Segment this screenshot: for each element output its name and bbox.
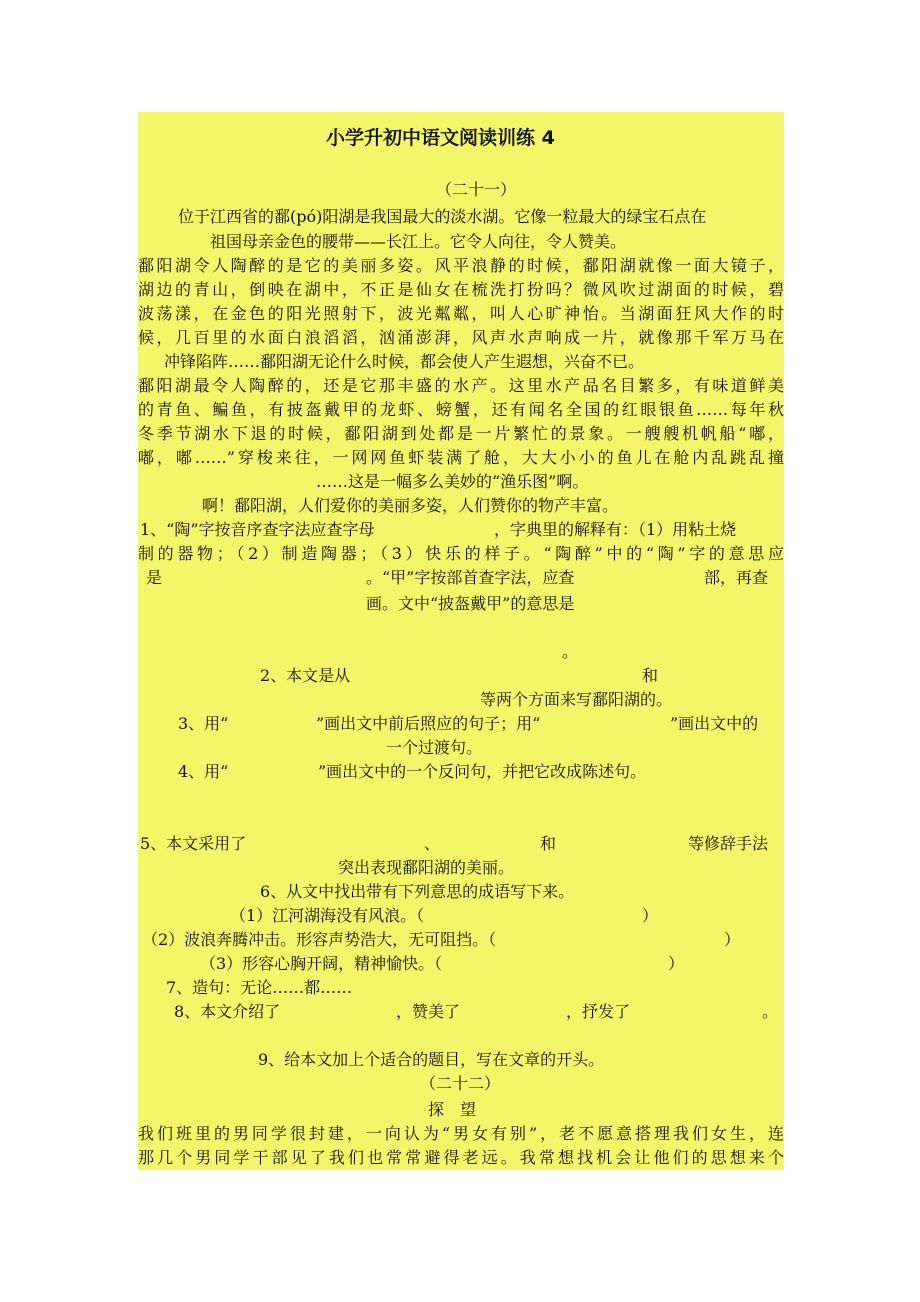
question-6-item-3: （3）形容心胸开阔，精神愉快。（ ） xyxy=(200,954,685,973)
question-6-prompt: 6、从文中找出带有下列意思的成语写下来。 xyxy=(260,882,575,901)
section-22-heading: （二十二） xyxy=(420,1074,501,1093)
question-2: 2、本文是从 和 xyxy=(260,666,659,685)
passage-21-line: 祖国母亲金色的腰带——长江上。它令人向往，令人赞美。 xyxy=(210,232,627,251)
document-page xyxy=(138,112,784,1170)
section-22-subtitle: 探 望 xyxy=(428,1100,477,1119)
question-9: 9、给本文加上个适合的题目，写在文章的开头。 xyxy=(258,1050,605,1069)
passage-21-line: 鄱阳湖令人陶醉的是它的美丽多姿。风平浪静的时候，鄱阳湖就像一面大镜子， xyxy=(138,256,784,275)
question-2-line: 等两个方面来写鄱阳湖的。 xyxy=(480,690,673,709)
passage-21-line: 嘟，嘟……”穿梭来往，一网网鱼虾装满了舱，大大小小的鱼儿在舱内乱跳乱撞 xyxy=(138,448,784,467)
passage-21-line: 波荡漾，在金色的阳光照射下，波光粼粼，叫人心旷神怡。当湖面狂风大作的时 xyxy=(138,304,784,323)
question-6-item-1: （1）江河湖海没有风浪。（ ） xyxy=(230,906,659,925)
passage-21-line: ……这是一幅多么美妙的“渔乐图”啊。 xyxy=(316,472,589,491)
document-title: 小学升初中语文阅读训练 4 xyxy=(326,127,555,149)
passage-22-line: 那几个男同学干部见了我们也常常避得老远。我常想找机会让他们的思想来个 xyxy=(138,1148,784,1167)
question-4: 4、用“ ”画出文中的一个反问句，并把它改成陈述句。 xyxy=(178,762,647,781)
passage-21-line: 冲锋陷阵……鄱阳湖无论什么时候，都会使人产生遐想，兴奋不已。 xyxy=(164,352,645,371)
question-1-line: 。 xyxy=(562,642,579,661)
passage-22-line: 我们班里的男同学很封建，一向认为“男女有别”，老不愿意搭理我们女生，连 xyxy=(138,1124,784,1143)
question-3-line: 一个过渡句。 xyxy=(386,738,483,757)
passage-21-line: 啊！鄱阳湖，人们爱你的美丽多姿，人们赞你的物产丰富。 xyxy=(202,496,619,515)
passage-21-line: 候，几百里的水面白浪滔滔，汹涌澎湃，风声水声响成一片，就像那千军万马在 xyxy=(138,328,784,347)
question-1-line: 制的器物；（2）制造陶器；（3）快乐的样子。“陶醉”中的“陶”字的意思应 xyxy=(138,544,784,563)
question-5: 5、本文采用了 、 和 等修辞手法 xyxy=(140,834,769,853)
question-1-line: 画。文中“披盔戴甲”的意思是 xyxy=(366,594,575,613)
passage-21-line: 鄱阳湖最令人陶醉的，还是它那丰盛的水产。这里水产品名目繁多，有味道鲜美 xyxy=(138,376,784,395)
question-8: 8、本文介绍了 ，赞美了 ，抒发了 。 xyxy=(174,1002,779,1021)
question-1-line: 是 。“甲”字按部首查字法，应查 部，再查 xyxy=(146,568,769,587)
question-5-line: 突出表现鄱阳湖的美丽。 xyxy=(338,858,515,877)
section-21-heading: （二十一） xyxy=(436,180,517,199)
passage-21-line: 位于江西省的鄱(pó)阳湖是我国最大的淡水湖。它像一粒最大的绿宝石点在 xyxy=(178,207,707,226)
question-3: 3、用“ ”画出文中前后照应的句子；用“ ”画出文中的 xyxy=(178,714,759,733)
passage-21-line: 冬季节湖水下退的时候，鄱阳湖到处都是一片繁忙的景象。一艘艘机帆船“嘟， xyxy=(138,424,784,443)
passage-21-line: 的青鱼、鳊鱼，有披盔戴甲的龙虾、螃蟹，还有闻名全国的红眼银鱼……每年秋 xyxy=(138,400,784,419)
question-7: 7、造句：无论……都…… xyxy=(166,978,353,997)
question-1-line: 1、“陶”字按音序查字法应查字母 ，字典里的解释有：（1）用粘土烧 xyxy=(140,520,737,539)
question-6-item-2: （2）波浪奔腾冲击。形容声势浩大，无可阻挡。（ ） xyxy=(142,930,741,949)
passage-21-line: 湖边的青山，倒映在湖中，不正是仙女在梳洗打扮吗？微风吹过湖面的时候，碧 xyxy=(138,280,784,299)
